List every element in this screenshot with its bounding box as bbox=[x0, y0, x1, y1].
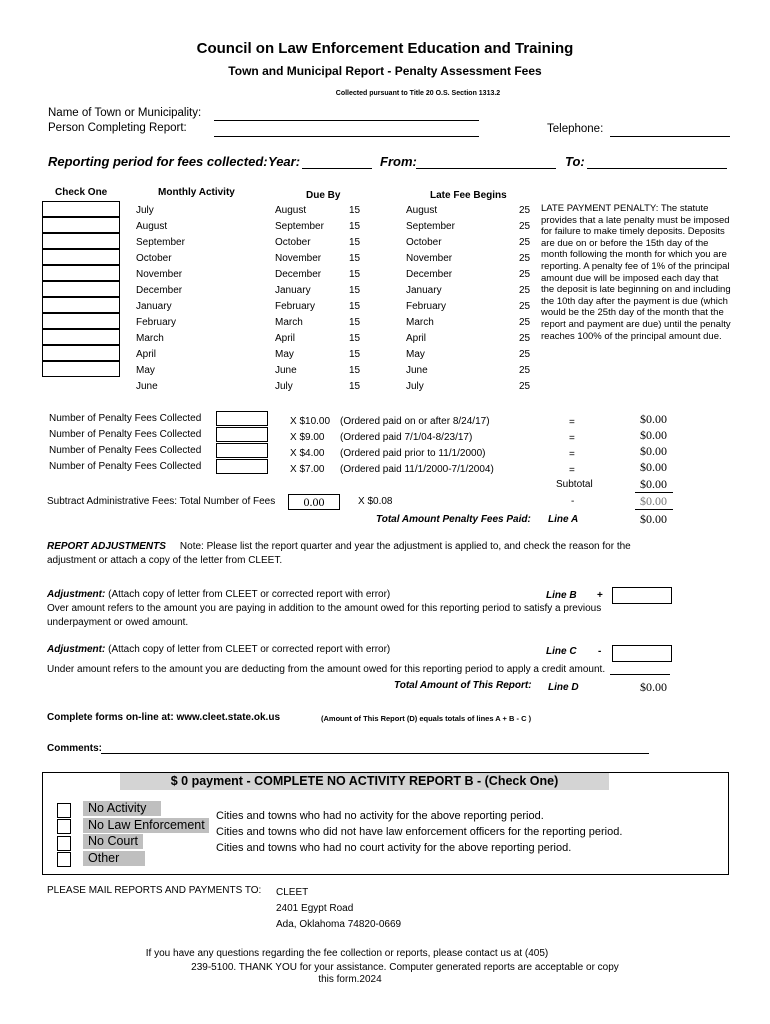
month-checkbox[interactable] bbox=[42, 345, 120, 361]
over-amount-text: Over amount refers to the amount you are paying in addition to the amount owed for this reporting period to satisfy a previous underpayment or owed amount. bbox=[47, 603, 602, 628]
no-court-label: No Court bbox=[83, 834, 143, 849]
due-month: July bbox=[275, 381, 293, 392]
fee-order-desc: (Ordered paid on or after 8/24/17) bbox=[340, 416, 490, 427]
line-b-input[interactable] bbox=[612, 587, 672, 604]
due-day: 15 bbox=[349, 333, 361, 344]
late-month: January bbox=[406, 285, 442, 296]
fee-rate: X $4.00 bbox=[290, 448, 325, 459]
adjustment-c-row bbox=[47, 644, 390, 655]
late-month: September bbox=[406, 221, 455, 232]
late-day: 25 bbox=[519, 349, 531, 360]
fee-count-input[interactable] bbox=[216, 411, 268, 426]
month-checkbox[interactable] bbox=[42, 313, 120, 329]
admin-fees-label: Subtract Administrative Fees: Total Number of Fees bbox=[47, 496, 276, 507]
fee-rate: X $10.00 bbox=[290, 416, 331, 427]
year-label: Year: bbox=[268, 154, 301, 169]
admin-fee-value: $0.00 bbox=[640, 494, 667, 508]
due-day: 15 bbox=[349, 237, 361, 248]
no-court-desc: Cities and towns who had no court activity for the above reporting period. bbox=[216, 842, 572, 854]
footer-line-3: this form.2024 bbox=[318, 974, 382, 985]
monthly-activity-header: Monthly Activity bbox=[158, 187, 235, 198]
form-subtitle: Town and Municipal Report - Penalty Assessment Fees bbox=[228, 64, 542, 78]
due-day: 15 bbox=[349, 381, 361, 392]
due-day: 15 bbox=[349, 221, 361, 232]
other-checkbox[interactable] bbox=[57, 852, 71, 867]
fee-order-desc: (Ordered paid prior to 11/1/2000) bbox=[340, 448, 486, 459]
late-day: 25 bbox=[519, 285, 531, 296]
fee-count-input[interactable] bbox=[216, 443, 268, 458]
line-d-label: Line D bbox=[548, 682, 579, 693]
no-law-enforcement-label: No Law Enforcement bbox=[83, 818, 209, 833]
due-month: August bbox=[275, 205, 307, 216]
other-label: Other bbox=[83, 851, 145, 866]
due-month: November bbox=[275, 253, 322, 264]
person-field[interactable] bbox=[214, 136, 479, 137]
late-day: 25 bbox=[519, 205, 531, 216]
no-activity-heading: $ 0 payment - COMPLETE NO ACTIVITY REPORT B - (Check One) bbox=[120, 773, 609, 790]
under-amount-underline bbox=[610, 674, 670, 675]
activity-month: June bbox=[136, 381, 158, 392]
subtotal-underline bbox=[635, 492, 673, 493]
due-day: 15 bbox=[349, 285, 361, 296]
adjustment-b-text: (Attach copy of letter from CLEET or corrected report with error) bbox=[108, 589, 391, 600]
line-d-value: $0.00 bbox=[640, 680, 667, 694]
fee-amount: $0.00 bbox=[640, 412, 667, 426]
late-day: 25 bbox=[519, 333, 531, 344]
month-checkbox[interactable] bbox=[42, 329, 120, 345]
late-day: 25 bbox=[519, 301, 531, 312]
due-month: March bbox=[275, 317, 303, 328]
mail-street: 2401 Egypt Road bbox=[276, 903, 354, 914]
period-label: Reporting period for fees collected: bbox=[48, 154, 268, 169]
under-amount-text: Under amount refers to the amount you are deducting from the amount owed for this reporting period to apply a credit amount. bbox=[47, 664, 606, 675]
admin-minus-sign: - bbox=[571, 496, 575, 507]
line-b-label: Line B bbox=[546, 590, 577, 601]
adjustments-note: Note: Please list the report quarter and year the adjustment is applied to, and check the reason for the adjustment or attach a copy of the letter from CLEET. bbox=[47, 541, 631, 566]
due-month: December bbox=[275, 269, 322, 280]
no-activity-label: No Activity bbox=[83, 801, 161, 816]
due-by-header: Due By bbox=[306, 190, 341, 201]
month-checkbox[interactable] bbox=[42, 217, 120, 233]
line-c-sign: - bbox=[598, 646, 602, 657]
activity-month: October bbox=[136, 253, 172, 264]
fee-count-input[interactable] bbox=[216, 459, 268, 474]
admin-underline bbox=[635, 509, 673, 510]
subtotal-value: $0.00 bbox=[640, 477, 667, 491]
fee-count-label: Number of Penalty Fees Collected bbox=[49, 461, 202, 472]
late-day: 25 bbox=[519, 221, 531, 232]
due-month: April bbox=[275, 333, 296, 344]
due-day: 15 bbox=[349, 301, 361, 312]
no-activity-desc: Cities and towns who had no activity for the above reporting period. bbox=[216, 810, 544, 822]
total-penalty-label: Total Amount Penalty Fees Paid: bbox=[376, 514, 531, 525]
late-day: 25 bbox=[519, 237, 531, 248]
due-month: May bbox=[275, 349, 294, 360]
fee-order-desc: (Ordered paid 7/1/04-8/23/17) bbox=[340, 432, 473, 443]
fee-amount: $0.00 bbox=[640, 444, 667, 458]
fee-rate: X $7.00 bbox=[290, 464, 325, 475]
fee-equals-sign: = bbox=[569, 433, 575, 444]
form-title: Council on Law Enforcement Education and Training bbox=[196, 40, 574, 57]
no-law-enforcement-desc: Cities and towns who did not have law enforcement officers for the reporting period. bbox=[216, 826, 623, 838]
late-day: 25 bbox=[519, 269, 531, 280]
due-day: 15 bbox=[349, 269, 361, 280]
due-month: October bbox=[275, 237, 311, 248]
late-month: April bbox=[406, 333, 427, 344]
adjustment-b-row bbox=[47, 589, 390, 600]
admin-fee-count[interactable]: 0.00 bbox=[288, 494, 340, 510]
mail-label: PLEASE MAIL REPORTS AND PAYMENTS TO: bbox=[47, 885, 262, 896]
adjustment-b-label: Adjustment: bbox=[47, 589, 106, 600]
fee-amount: $0.00 bbox=[640, 460, 667, 474]
total-report-label: Total Amount of This Report: bbox=[394, 680, 532, 691]
to-label: To: bbox=[565, 154, 585, 169]
due-day: 15 bbox=[349, 205, 361, 216]
adjustment-c-label: Adjustment: bbox=[47, 644, 106, 655]
month-checkbox[interactable] bbox=[42, 361, 120, 377]
line-c-label: Line C bbox=[546, 646, 577, 657]
late-month: May bbox=[406, 349, 425, 360]
late-month: February bbox=[406, 301, 447, 312]
late-month: March bbox=[406, 317, 434, 328]
late-payment-penalty-note: LATE PAYMENT PENALTY: The statute provides that a late penalty must be imposed for failure to make timely deposits. Deposits are due on or before the 15th day of the month following the month for which you are reporting. A penalty fee of 1% of the principal amount due will be imposed each day that the deposit is late beginning on and including the 10th day after the payment is due (which would be the 25th day of the month that the report and payment are due) until the penalty reaches 100% of the principal amount due. bbox=[541, 203, 731, 342]
comments-field[interactable] bbox=[101, 753, 649, 754]
month-checkbox[interactable] bbox=[42, 201, 120, 217]
due-month: January bbox=[275, 285, 311, 296]
due-month: September bbox=[275, 221, 324, 232]
fee-equals-sign: = bbox=[569, 465, 575, 476]
line-c-input[interactable] bbox=[612, 645, 672, 662]
no-activity-checkbox[interactable] bbox=[57, 803, 71, 818]
admin-fee-rate: X $0.08 bbox=[358, 496, 393, 507]
due-month: June bbox=[275, 365, 297, 376]
to-field[interactable] bbox=[587, 168, 727, 169]
activity-month: February bbox=[136, 317, 177, 328]
late-month: December bbox=[406, 269, 453, 280]
telephone-field[interactable] bbox=[610, 136, 730, 137]
statute-reference: Collected pursuant to Title 20 O.S. Section 1313.2 bbox=[335, 90, 501, 97]
fee-count-label: Number of Penalty Fees Collected bbox=[49, 445, 202, 456]
month-checkbox[interactable] bbox=[42, 297, 120, 313]
late-month: August bbox=[406, 205, 438, 216]
late-month: June bbox=[406, 365, 428, 376]
month-checkbox[interactable] bbox=[42, 281, 120, 297]
late-month: October bbox=[406, 237, 442, 248]
telephone-label: Telephone: bbox=[547, 123, 604, 135]
month-checkbox[interactable] bbox=[42, 249, 120, 265]
activity-month: November bbox=[136, 269, 183, 280]
due-day: 15 bbox=[349, 365, 361, 376]
person-label: Person Completing Report: bbox=[48, 122, 187, 134]
late-day: 25 bbox=[519, 365, 531, 376]
activity-month: July bbox=[136, 205, 154, 216]
activity-month: March bbox=[136, 333, 164, 344]
fee-amount: $0.00 bbox=[640, 428, 667, 442]
activity-month: April bbox=[136, 349, 157, 360]
month-checkbox[interactable] bbox=[42, 265, 120, 281]
subtotal-label: Subtotal bbox=[556, 479, 593, 490]
late-day: 25 bbox=[519, 317, 531, 328]
activity-month: September bbox=[136, 237, 185, 248]
late-month: November bbox=[406, 253, 453, 264]
late-day: 25 bbox=[519, 381, 531, 392]
line-b-sign: + bbox=[597, 590, 603, 601]
fee-rate: X $9.00 bbox=[290, 432, 325, 443]
due-month: February bbox=[275, 301, 316, 312]
footer-line-1: If you have any questions regarding the fee collection or reports, please contact us at (405) bbox=[145, 948, 549, 959]
from-field[interactable] bbox=[416, 168, 556, 169]
footer-line-2: 239-5100. THANK YOU for your assistance. Computer generated reports are acceptable or copy bbox=[191, 962, 619, 973]
from-label: From: bbox=[380, 154, 417, 169]
year-field[interactable] bbox=[302, 168, 372, 169]
activity-month: January bbox=[136, 301, 172, 312]
line-a-label: Line A bbox=[548, 514, 579, 525]
due-day: 15 bbox=[349, 349, 361, 360]
fee-order-desc: (Ordered paid 11/1/2000-7/1/2004) bbox=[340, 464, 494, 475]
due-day: 15 bbox=[349, 253, 361, 264]
fee-count-label: Number of Penalty Fees Collected bbox=[49, 413, 202, 424]
due-day: 15 bbox=[349, 317, 361, 328]
comments-label: Comments: bbox=[47, 743, 103, 754]
mail-city: Ada, Oklahoma 74820-0669 bbox=[276, 919, 402, 930]
late-day: 25 bbox=[519, 253, 531, 264]
adjustments-block bbox=[47, 540, 647, 568]
no-law-enforcement-checkbox[interactable] bbox=[57, 819, 71, 834]
formula-note: (Amount of This Report (D) equals totals of lines A + B - C ) bbox=[321, 714, 532, 723]
online-forms-text: Complete forms on-line at: www.cleet.state.ok.us bbox=[47, 712, 281, 723]
activity-month: August bbox=[136, 221, 168, 232]
late-fee-header: Late Fee Begins bbox=[430, 190, 507, 201]
check-one-header: Check One bbox=[55, 187, 108, 198]
adjustment-c-text: (Attach copy of letter from CLEET or corrected report with error) bbox=[108, 644, 391, 655]
fee-count-label: Number of Penalty Fees Collected bbox=[49, 429, 202, 440]
town-field[interactable] bbox=[214, 120, 479, 121]
line-a-value: $0.00 bbox=[640, 512, 667, 526]
fee-equals-sign: = bbox=[569, 417, 575, 428]
adjustments-heading: REPORT ADJUSTMENTS bbox=[47, 541, 166, 552]
fee-equals-sign: = bbox=[569, 449, 575, 460]
fee-count-input[interactable] bbox=[216, 427, 268, 442]
activity-month: May bbox=[136, 365, 155, 376]
no-court-checkbox[interactable] bbox=[57, 836, 71, 851]
late-month: July bbox=[406, 381, 424, 392]
town-label: Name of Town or Municipality: bbox=[48, 107, 202, 119]
activity-month: December bbox=[136, 285, 183, 296]
month-checkbox[interactable] bbox=[42, 233, 120, 249]
mail-name: CLEET bbox=[276, 887, 309, 898]
